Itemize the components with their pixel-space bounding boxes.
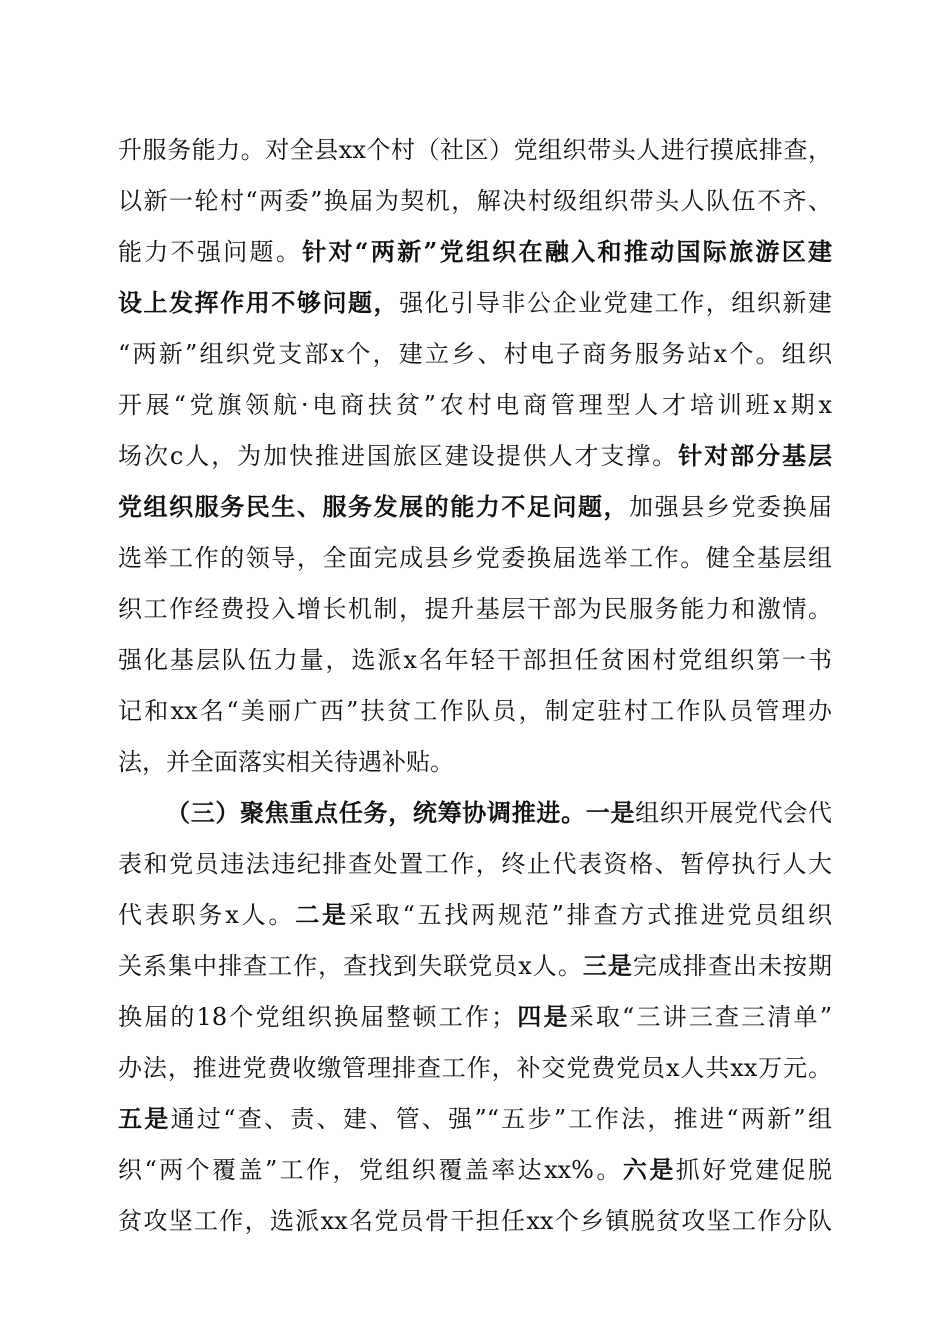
text-line (118, 1047, 832, 1098)
bold-text-segment: 三是 (582, 951, 633, 980)
bold-text-segment: 二是 (295, 900, 349, 929)
text-line (118, 435, 832, 486)
text-segment: 采取“五找两规范”排查方式推进党员组织 (348, 901, 832, 929)
text-line (118, 894, 832, 945)
text-segment: 法，并全面落实相关待遇补贴。 (118, 748, 454, 776)
text-segment: 开展“党旗领航·电商扶贫”农村电商管理型人才培训班x期x (118, 391, 832, 419)
text-segment: 表和党员违法违纪排查处置工作，终止代表资格、暂停执行人大 (118, 850, 832, 878)
bold-text-segment: 党组织服务民生、服务发展的能力不足问题， (118, 492, 630, 521)
text-segment: 织工作经费投入增长机制，提升基层干部为民服务能力和激情。 (118, 595, 832, 623)
text-segment: 能力不强问题。 (118, 238, 303, 266)
text-line (118, 945, 832, 996)
text-segment: “两新”组织党支部x个，建立乡、村电子商务服务站x个。组织 (118, 340, 832, 368)
bold-text-segment: 五是 (118, 1104, 171, 1133)
text-line (118, 1149, 832, 1200)
bold-text-segment: （三）聚焦重点任务，统筹协调推进。 (166, 798, 586, 827)
text-line (118, 1098, 832, 1149)
text-line (118, 843, 832, 894)
text-segment: 以新一轮村“两委”换届为契机，解决村级组织带头人队伍不齐、 (118, 187, 832, 215)
bold-text-segment: 一是 (585, 798, 636, 827)
bold-text-segment: 六是 (622, 1155, 676, 1184)
text-line (118, 486, 832, 537)
text-segment: 选举工作的领导，全面完成县乡党委换届选举工作。健全基层组 (118, 544, 832, 572)
text-segment: 通过“查、责、建、管、强”“五步”工作法，推进“两新”组 (170, 1105, 833, 1133)
text-line (118, 639, 832, 690)
text-segment: 组织开展党代会代 (635, 799, 833, 827)
text-segment: 办法，推进党费收缴管理排查工作，补交党费党员x人共xx万元。 (118, 1054, 832, 1082)
text-segment: 采取“三讲三查三清单” (569, 1003, 832, 1031)
text-line (118, 384, 832, 435)
bold-text-segment: 四是 (515, 1002, 570, 1031)
bold-text-segment: 针对部分基层 (678, 441, 832, 470)
text-segment: 强化引导非公企业党建工作，组织新建 (399, 289, 833, 317)
body-text (118, 129, 832, 1251)
text-line (118, 282, 832, 333)
text-segment: 织“两个覆盖”工作，党组织覆盖率达xx%。 (118, 1156, 623, 1184)
text-segment: 抓好党建促脱 (675, 1156, 832, 1184)
text-line (118, 741, 832, 792)
text-segment: 记和xx名“美丽广西”扶贫工作队员，制定驻村工作队员管理办 (118, 697, 832, 725)
text-segment: 贫攻坚工作，选派xx名党员骨干担任xx个乡镇脱贫攻坚工作分队 (118, 1207, 832, 1235)
text-line (118, 129, 832, 180)
text-line (118, 792, 832, 843)
text-segment: 加强县乡党委换届 (629, 493, 832, 521)
text-segment: 代表职务x人。 (118, 901, 296, 929)
bold-text-segment: 针对“两新”党组织在融入和推动国际旅游区建 (302, 237, 833, 266)
text-line (118, 180, 832, 231)
text-line (118, 588, 832, 639)
text-segment: 升服务能力。对全县xx个村（社区）党组织带头人进行摸底排查， (118, 136, 832, 164)
bold-text-segment: 设上发挥作用不够问题， (118, 288, 400, 317)
text-segment: 强化基层队伍力量，选派x名年轻干部担任贫困村党组织第一书 (118, 646, 832, 674)
text-line (118, 333, 832, 384)
text-line (118, 996, 832, 1047)
text-segment: 完成排查出未按期 (632, 952, 833, 980)
text-line (118, 1200, 832, 1251)
text-line (118, 231, 832, 282)
text-segment: 关系集中排查工作，查找到失联党员x人。 (118, 952, 583, 980)
text-segment: 场次c人，为加快推进国旅区建设提供人才支撑。 (118, 442, 679, 470)
text-line (118, 537, 832, 588)
text-line (118, 690, 832, 741)
text-segment: 换届的18个党组织换届整顿工作； (118, 1003, 516, 1031)
